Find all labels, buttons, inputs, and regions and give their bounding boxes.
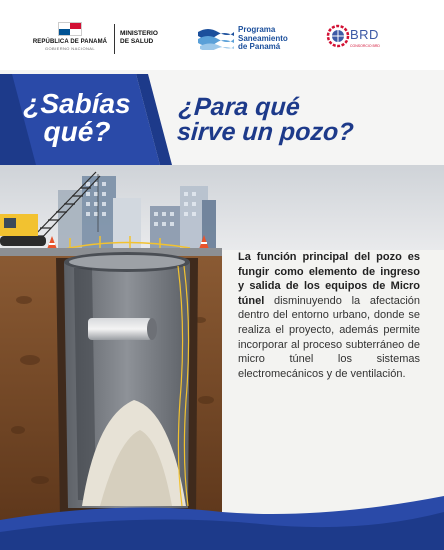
well-shaft <box>56 252 198 520</box>
question-title <box>176 95 356 145</box>
explanation-lead: La función principal del pozo es fungir como elemento de ingreso y salida de los equipos de Micro túnel <box>238 251 420 307</box>
program-line3: de Panamá <box>238 42 281 51</box>
micro-tunnel-pipe <box>88 318 152 340</box>
question-line1: ¿Para qué <box>177 93 301 121</box>
program-line1: Programa <box>238 25 276 34</box>
question-line2: sirve un pozo? <box>176 118 355 146</box>
ministry-line2: DE SALUD <box>120 38 154 45</box>
explanation-paragraph <box>238 250 420 381</box>
program-line2: Saneamiento <box>238 33 288 43</box>
gov-country-label: REPÚBLICA DE PANAMÁ <box>32 39 108 45</box>
brd-label: BRD <box>350 27 379 42</box>
did-you-know-line2: qué? <box>43 116 111 147</box>
brd-sub-label: CONSORCIO BRD <box>350 44 380 48</box>
did-you-know-line1: ¿Sabías <box>23 88 131 119</box>
did-you-know-title <box>18 90 136 146</box>
ministry-line1: MINISTERIO <box>120 30 158 37</box>
gov-sub-label: GOBIERNO NACIONAL <box>45 46 95 51</box>
explanation-rest: disminuyendo la afectación dentro del entorno urbano, donde se realiza el proyecto, además permite incorporar al proceso subterráneo de micro túnel los sistemas electromecánicos y de ventilación. <box>238 294 420 380</box>
